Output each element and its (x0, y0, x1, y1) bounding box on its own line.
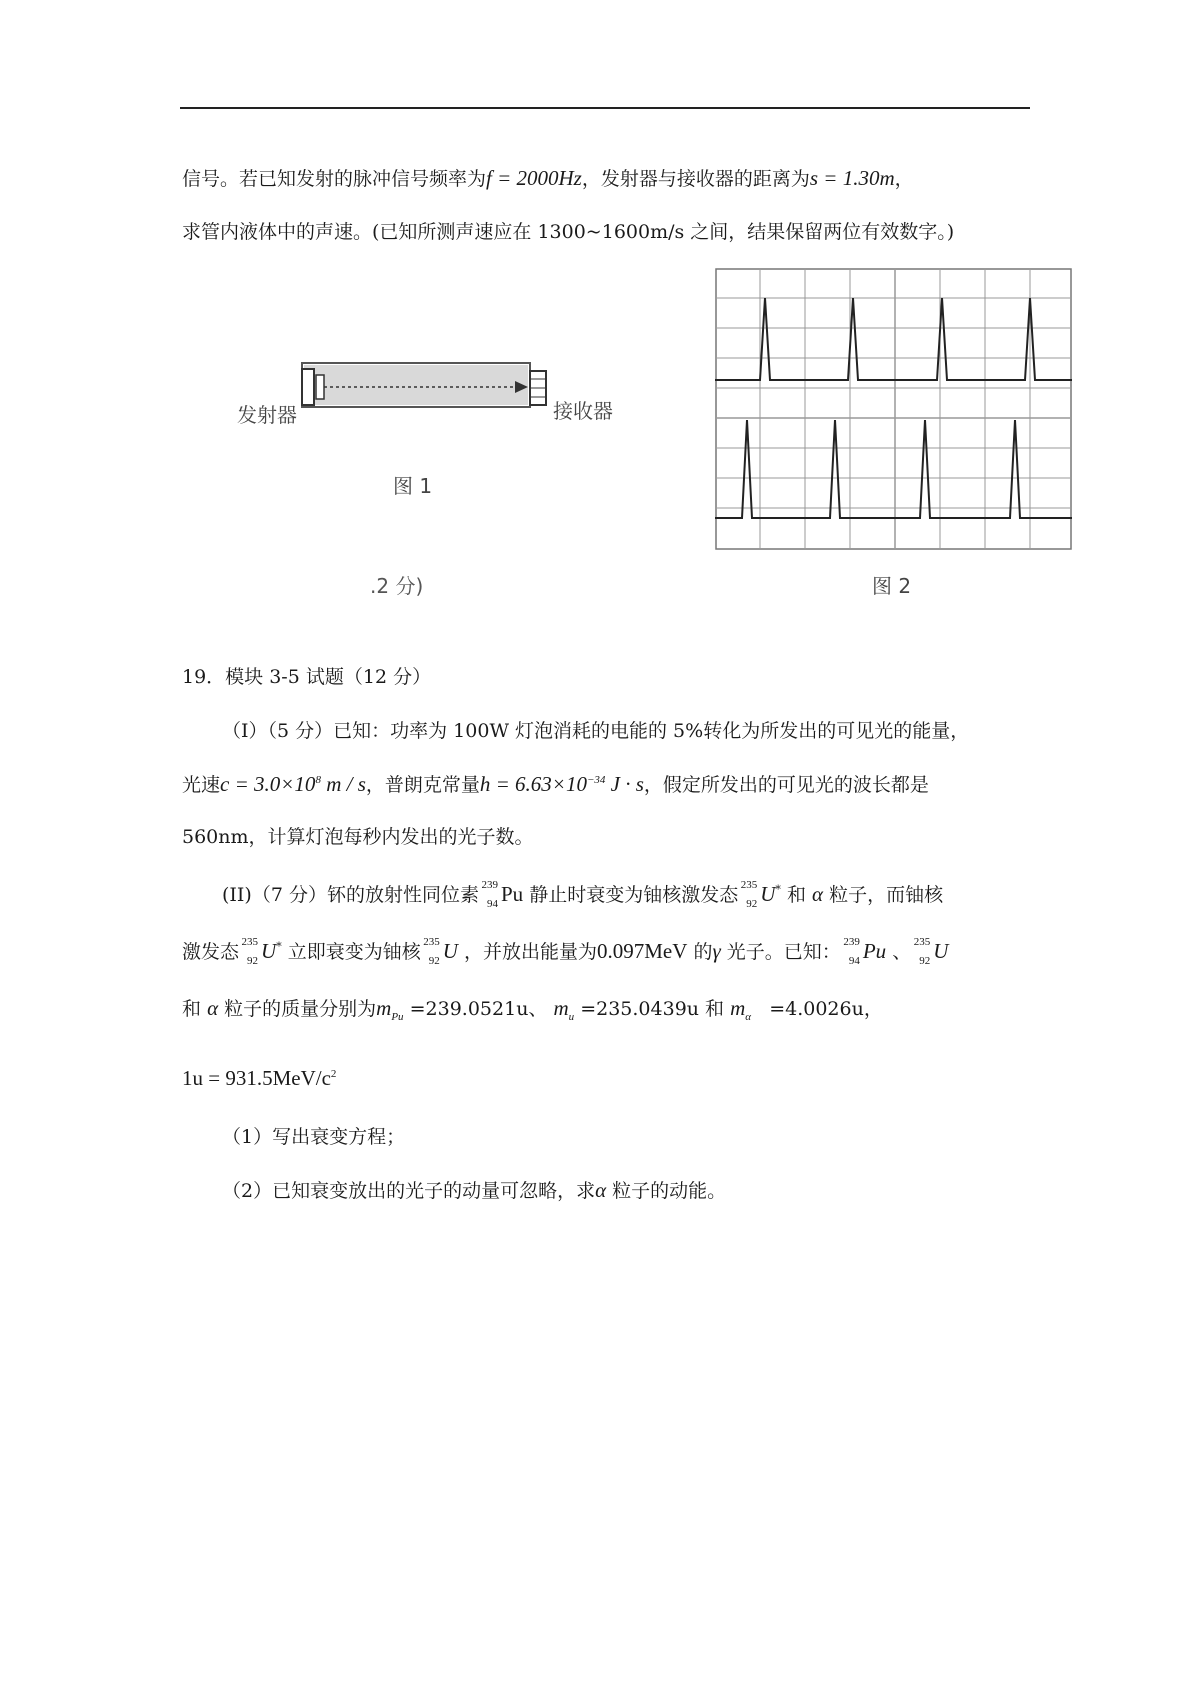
figure-2-caption: 图 2 (872, 574, 912, 598)
isotope-pu-239: 239 94 (481, 879, 498, 910)
liquid-fill (304, 365, 528, 405)
photon-energy: 0.097MeV (596, 939, 688, 963)
q19-part1-line1: （I）（5 分）已知：功率为 100W 灯泡消耗的电能的 5%转化为所发出的可见光的能量， (222, 720, 970, 742)
q19-part1-line3: 560nm，计算灯泡每秒内发出的光子数。 (182, 826, 534, 848)
intro-text-c: ， (894, 168, 914, 190)
q19-part2-line1: (II)（7 分）钚的放射性同位素 239 94 Pu 静止时衰变为铀核激发态 235 92 U* 和 α 粒子，而铀核 (222, 879, 944, 910)
figure-2-oscilloscope (715, 268, 1072, 550)
isotope-u-235-excited: 235 92 (740, 879, 758, 910)
q19-subquestion-1: （1）写出衰变方程； (222, 1126, 406, 1148)
header-rule (180, 107, 1030, 109)
mass-unit-conversion: $1u = 931.5MeV/c^2$ (182, 1066, 337, 1090)
frequency-formula: f = 2000Hz (486, 166, 582, 190)
emitter-block (302, 369, 314, 405)
distance-formula: s = 1.30m (809, 166, 895, 190)
receiver-label: 接收器 (553, 399, 613, 423)
mass-pu: $m_{Pu}$ (376, 996, 404, 1023)
emitter-label: 发射器 (237, 403, 297, 427)
question-19-title: 19．模块 3-5 试题（12 分） (182, 666, 432, 688)
intro-text-a: 信号。若已知发射的脉冲信号频率为 (182, 168, 487, 190)
intro-line-2: 求管内液体中的声速。(已知所测声速应在 1300~1600m/s 之间，结果保留两位有效数字。) (182, 221, 955, 243)
mass-u: $m_u$ (553, 996, 575, 1023)
score-note: .2 分) (370, 574, 424, 598)
intro-line-1 (182, 168, 914, 189)
intro-text-b: ，发射器与接收器的距离为 (581, 168, 810, 190)
planck-constant-formula: $h = 6.63\times 10^{-34}$ J · s (479, 772, 644, 796)
q19-subquestion-2: （2）已知衰变放出的光子的动量可忽略，求α 粒子的动能。 (222, 1178, 727, 1202)
emitter-plate (316, 375, 324, 399)
mass-alpha: $m_\alpha$ (730, 996, 752, 1023)
figure-1-caption: 图 1 (393, 474, 433, 498)
q19-part1-line2: 光速$c = 3.0\times 10^8$ m / s，普朗克常量$h = 6.63\times 10^{-34}$ J · s，假定所发出的可见光的波长都是 (182, 772, 929, 796)
q19-part2-line2: 激发态 235 92 U* 立即衰变为铀核 235 92 U ，并放出能量为0.097MeV 的γ 光子。已知： 239 94 Pu 、 235 92 U (182, 936, 949, 967)
q19-part2-line3: 和 α 粒子的质量分别为$m_{Pu} =239.0521u$、 $m_u =235.0439u$ 和 $m_\alpha$ =4.0026u， (182, 996, 883, 1023)
light-speed-formula: $c = 3.0\times 10^8$ m / s (220, 772, 366, 796)
